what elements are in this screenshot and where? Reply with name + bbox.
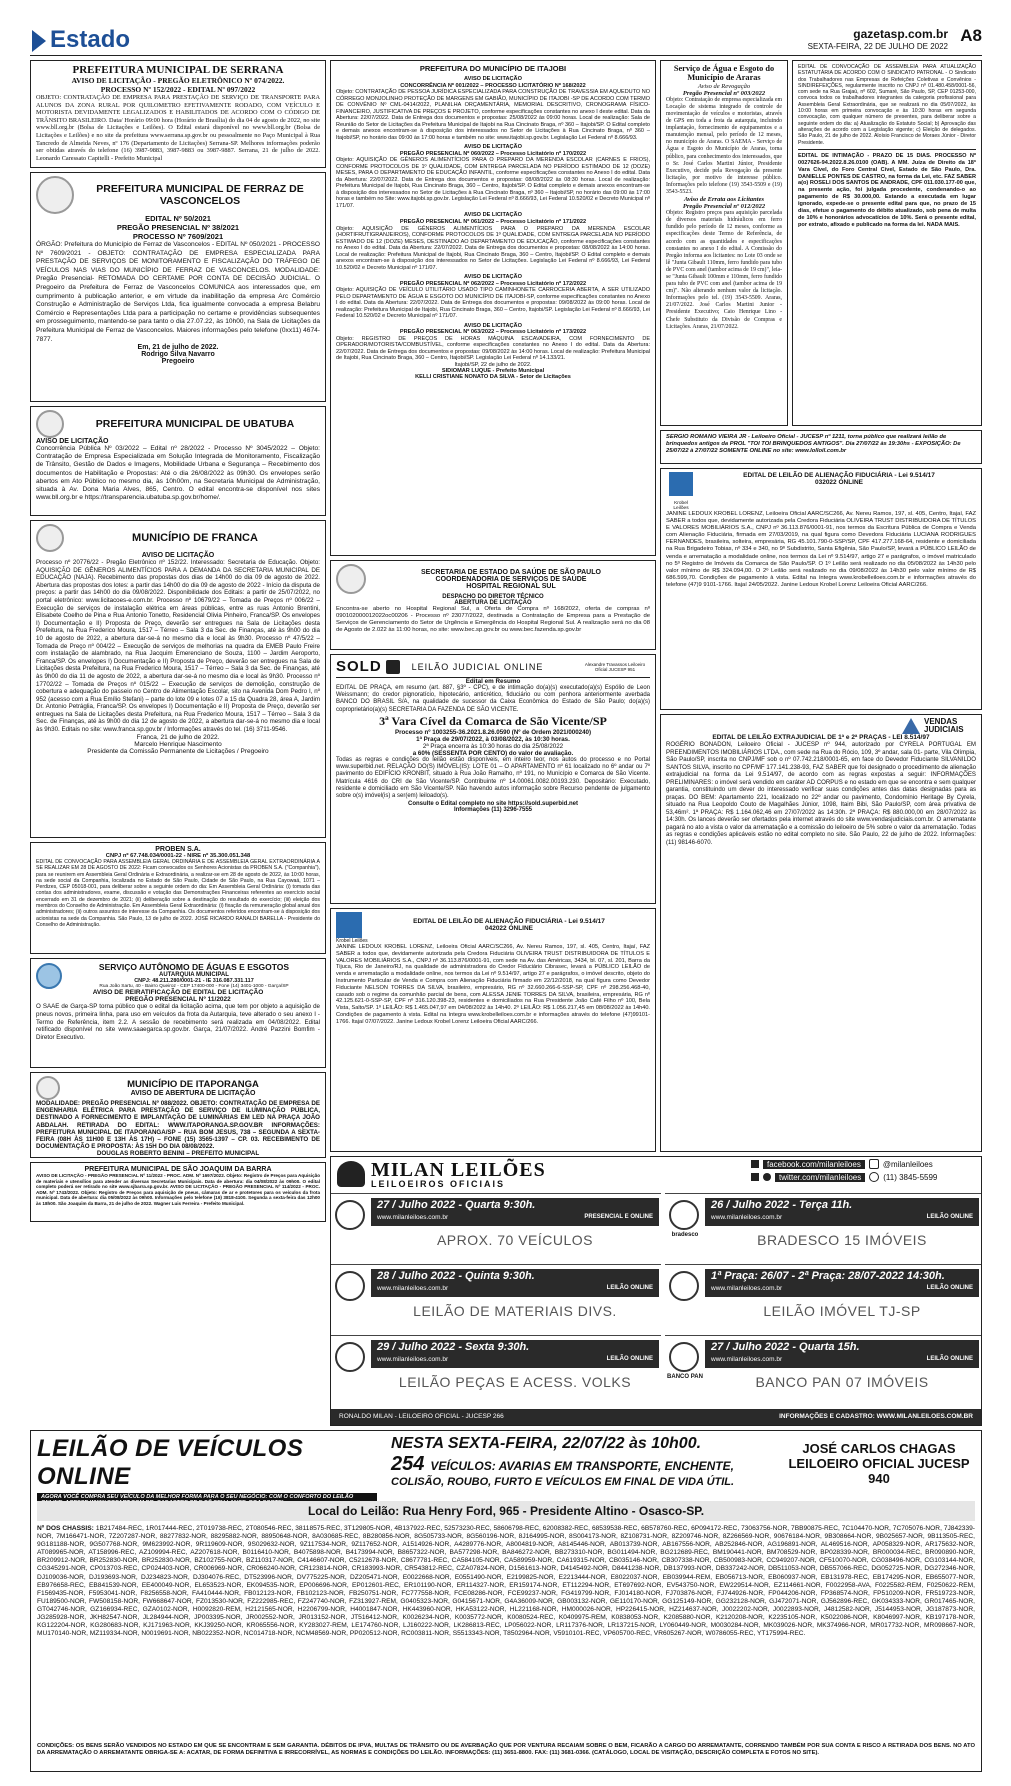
sold-body: Todas as regras e condições do leilão estão disponíveis, em inteiro teor, nos autos do processo e no Portal www.superbid.net. RELAÇÃO DO(S) IMÓVEL(IS): LOTE 01 – O APARTAMENTO nº 61 localizado no 6º andar ou 7º pavimento do EDIFÍCIO KRONBIT, situado à Rua João Ramalho, nº 191, no Município e Comarca de São Vicente. Matrícula 4616 do CRI de São Vicente/SP. Contribuinte nº 14.00061.0082.00193.230. Depositário: Executado, residente e domiciliado em São Vicente/SP. Não havendo autos informação sobre Recurso pendente de julgamento sobre o(s) imóvel(is) a ser(em) leiloado(s). (336, 756, 650, 800)
bank-name: bradesco (671, 1232, 699, 1238)
sold-praca2: 2ª Praça encerra às 10:30 horas do dia 25/08/2022 (422, 742, 564, 750)
itajobi-notice (330, 60, 656, 556)
araras-pregao1: Pregão Presencial nº 003/2022 (682, 89, 766, 97)
sjbarra-title: PREFEITURA MUNICIPAL DE SÃO JOAQUIM DA BARRA (84, 1166, 272, 1173)
sold-info: Informações (11) 3296-7555 (453, 806, 533, 813)
milan-name: MILAN LEILÕES (371, 1159, 546, 1181)
sjbarra-body: AVISO DE LICITAÇÃO - PREGÃO PRESENCIAL Nº 11/2022 - PROC. ADM. Nº 1697/2022. Objeto: Registro de Preços para Aquisição de materiais e utensílios para atender as diversas Secretarias Municipais. Data de abertura: dia 04/08/2022 às 09h00. O edital completo poderá ser retirado no site www.sjbarra.sp.gov.br. AVISO DE LICITAÇÃO - PREGÃO PRESENCIAL Nº 114/2022 - PROC. ADM. Nº 1743/2022. Objeto: Registro de Preços para aquisição de pneus, câmaras de ar e protetores para os veículos da frota municipal. Data de abertura: dia 05/08/2022 às 09h00. Informações pelo telefone (16) 3818-4100. Segunda a sexta-feira das 12h00 às 18h00. São Joaquim da Barra, 21 de julho de 2022. Wagner Luis Ferreira - Prefeito Municipal. (36, 1173, 320, 1206)
header-date: SEXTA-FEIRA, 22 DE JULHO DE 2022 (807, 42, 948, 51)
saae-aviso: AVISO DE REIRATIFICAÇÃO DE EDITAL DE LICITAÇÃO (92, 989, 264, 996)
veiculos-local-bar (37, 1501, 975, 1521)
veiculos-when: NESTA SEXTA-FEIRA, 22/07/22 às 10h00. (391, 1435, 702, 1452)
gavel-icon (386, 660, 400, 674)
krobel2-body: JANINE LEDOUX KROBEL LORENZ, Leiloeira Oficial AARC/SC266, Av. Nereu Ramos, 197, sl. 405, Centro, Itajaí, FAZ SABER a todos que, devidamente autorizada pela Credora Fiduciária OLIVEIRA TRUST DISTRIBUIDORA DE TÍTULOS E VALORES MOBILIÁRIOS S.A., CNPJ nº 36.113.876/0001-91, com sede na Av. das Américas, 3434, bl. 07, sl. 201, Barra da Tijuca, Rio de Janeiro/RJ, na qualidade de administradora do Credor Fiduciário Cibrasec, levará a PÚBLICO LEILÃO de venda e arrematação a modalidade online, nos termos da Lei nº 9.514/97, artigo 27 e parágrafos, o imóvel descrito, objeto do Instrumento Particular de Venda e Compra com Alienação Fiduciária firmado em 22/12/2018, na qual figura como Devedor Fiduciante NELSON TORRES DA SILVA, brasileiro, empresário, RG nº 32.660.266-6-SSP-SP, CPF nº 298.256.468-40, casado sob o regime da comunhão parcial de bens, com ALESSA JENIE TORRES DA SILVA, brasileira, empresária, RG nº 42.125.621-0-SSP-SP, CPF nº 316.120.398-23, residentes e domiciliados na Rua Presidente João Café Filho nº 100, Bela Vista, Salto/SP. 1º LEILÃO: R$ 1.465.047,97 em 04/08/2022 às 14h40. 2º LEILÃO: R$ 1.056.217,45 em 08/08/2022 às 14h40. Condições de pagamento à vista. Edital na íntegra www.krobelleiloes.com.br e informações através do telefone (47)99101-1766. Itajaí 07/07/2022. Janine Ledoux Krobel Lorenz Leiloeira Oficial AARC/266. (336, 944, 650, 1025)
sold-praca1: 1ª Praça de 29/07/2022, à 03/08/2022, às 10:30 horas. (416, 735, 570, 743)
itajobi-block-text: Objeto: AQUISIÇÃO DE GÊNEROS ALIMENTÍCIOS PARA O PREPARO DA MERENDA ESCOLAR (HORTIFRUTIGRANJEIROS), CONFORME PROTOCOLOS DE 1º QUALIDADE, COM ENTREGA PARCELADA NO PERÍODO ESTIMADO DE 12 (DOZE) MESES, DESTINADO AO DEPARTAMENTO DE EDUCAÇÃO, conforme especificações constantes no Anexo I do edital. Data da Abertura: 22/07/2022. Data de Entrega dos documentos e propostas: 08/08/2022 às 14:00 horas. Local de realização: Prefeitura Municipal de Itajobi, Rua Cincinato Braga, 360 – Centro, Itajobi/SP. O Edital completo e demais anexos encontram-se à disposição dos interessados no Setor de Licitações. Legislação Lei Federal nº 8.666/93, Lei Federal 10.520/02 e Decreto Municipal nº 171/07. (336, 225, 650, 271)
itaporanga-body: MODALIDADE: PREGÃO PRESENCIAL Nº 088/2022. OBJETO: CONTRATAÇÃO DE EMPRESA DE ENGENHARIA ELÉTRICA PARA PRESTAÇÃO DE SERVIÇO DE ILUMINAÇÃO PÚBLICA, DESTINADO A FORNECIMENTO E IMPLANTAÇÃO DE LUMINÁRIAS EM LED NA PRAÇA JOÃO ABDALAH. RETIRADA DO EDITAL: WWW.ITAPORANGA.SP.GOV.BR INFORMAÇÕES: PREFEITURA MUNICIPAL DE ITAPORANGA/SP – RUA BOM JESUS, 738 – SEGUNDA A SEXTA-FEIRA (08H ÀS 11H00 E 13H ÀS 17H) – FONE (15) 3565-1397 – CP. 03. RECEBIMENTO DE DOCUMENTAÇÃO E PROPOSTA: ÀS 15H DO DIA 08/08/2022. (36, 1100, 320, 1151)
itajobi-block-text: Objeto: CONTRATAÇÃO DE PESSOA JURÍDICA ESPECIALIZADA PARA CONSTRUÇÃO DE TRAVESSIA EM AQUEDUTO NO CÓRREGO MONJOLINHO PROTEÇÃO DE MARGENS EM GABIÃO, MUNICÍPIO DE ITAJOBI -SP DE ACORDO COM TERMO DE CONVÊNIO Nº CML-0414/2022, PLANILHA ORÇAMENTÁRIA, MEMORIAL DESCRITIVO, CRONOGRAMA FÍSICO-FINANCEIRO, JUSTIFICATIVA DE PREÇOS E PROJETO, conforme especificações constantes no anexo I deste edital. Data da Abertura: 22/07/2022. Data de Entrega dos documentos e propostas: 25/08/2022 às 09:00 horas. Local de realização: Sala de Reunião do Setor de Licitações da Prefeitura Municipal de Itajobi na Rua Cincinato Braga, nº 360 – Itajobi/SP. O Edital completo e demais anexos encontram-se à disposição dos interessados no Setor de Licitações à Rua Cincinato Braga, nº 360 – Itajobi/SP, no horário das 09:00 às 17:00 horas e também no site: www.itajobi.sp.gov.br. Legislação Lei Federal nº 8.666/93. (336, 89, 650, 141)
veiculos-local: Local do Leilão: Rua Henry Ford, 965 - Presidente Altino - Osasco-SP. (307, 1504, 705, 1518)
ferraz-date: Em, 21 de julho de 2022. (137, 344, 219, 352)
veiculos-desc2: COLISÃO, ROUBO, FURTO E VEÍCULOS EM FINAL DE VIDA ÚTIL. (391, 1476, 735, 1488)
saae-body: O SAAE de Garça-SP torna público que o edital da licitação acima, que tem por objeto a aquisição de pneus novos, primeira linha, para uso em veículos da frota da Autarquia, teve alterado o seu anexo I - Termo de Referência, item 2.2. A sessão de recebimento será realizada em 04/08/2022. Edital retificado disponível no site www.saaegarca.sp.gov.br. Garça, 21/07/2022. André Pazzini Bomfim - Diretor Executivo. (36, 1003, 320, 1042)
milan-header (331, 1157, 751, 1191)
franca-date: Franca, 21 de julho de 2022. (136, 733, 220, 741)
milan-auction-mode: LEILÃO ONLINE (926, 1356, 973, 1362)
car-brand-icon (335, 1200, 365, 1230)
milan-twitter[interactable]: twitter.com/milanleiloes (775, 1173, 865, 1182)
franca-signer: Marcelo Henrique Nascimento (134, 740, 222, 748)
itajobi-block-text: Objeto: AQUISIÇÃO DE VEÍCULO UTILITÁRIO USADO TIPO CAMINHONETE CARROCERIA ABERTA, A SER UTILIZADO PELO DEPARTAMENTO DE ÁGUA E ESGOTO DO MUNICÍPIO DE ITAJOBI-SP, conforme especificações constantes no Anexo I do edital. Data da Abertura: 22/07/2022. Data de Entrega dos documentos e propostas: 09/08/2022 às 09:00 horas. Local de realização: Prefeitura Municipal de Itajobi, Rua Cincinato Braga, 360 – Centro, Itajobi/SP. Legislação Lei Federal nº 8.666/93, Lei Federal 10.520/02 e Decreto Municipal nº 171/07. (336, 287, 650, 320)
sold-edital: Edital em Resumo (465, 678, 521, 685)
veiculos-chassis-label: Nº DOS CHASSIS: (37, 1525, 94, 1532)
milan-auction-mode: PRESENCIAL E ONLINE (584, 1214, 653, 1220)
itajobi-signer1: SIDIOMAR LUQUE - Prefeito Municipal (441, 367, 545, 374)
veiculos-auctioneer-role: LEILOEIRO OFICIAL JUCESP 940 (788, 1456, 970, 1486)
car-brand-icon (335, 1271, 365, 1301)
vendas-body: ROGÉRIO BONADON, Leiloeiro Oficial - JUCESP nº 944, autorizado por CYRELA PORTUGAL EM PREENDIMENTOS IMOBILIÁRIOS LTDA., com sede na Rua do Rócio, 109, 3º andar, sala 01- parte, Vila Olímpia, São Paulo/SP, inscrita no CNPJ/MF sob o nº 07.742.218/0001-65, em face do Devedor Fiduciante SILVANILDO SANTOS SILVA, inscrito no CPF/MF 177.141.238-93, FAZ SABER que foi designado o procedimento de alienação extrajudicial na forma da Lei 9.514/97, de acordo com as regras expostas a seguir: INFORMAÇÕES PRELIMINARES: o imóvel será vendido em caráter AD CORPUS e no estado em que se encontra e sem qualquer garantia, constituindo um dever do interessado verificar suas condições antes das datas designadas para as praças. DO BEM: Apartamento 221, localizado no 22º andar ou pavimento, Condomínio Heritage By Cyrela, situado na Rua Leopoldo Couto de Magalhães Júnior, 1098, Itaim Bibi, São Paulo/SP, com área privativa de 53,46m². 1ª PRAÇA: R$ 1.164.062,46 em 27/07/2022 às 14:30h. 2ª PRAÇA: R$ 880.000,00 em 28/07/2022 às 14:30h. Os lances deverão ser ofertados pela internet através do site www.vendasjudiciais.com.br. O arrematante pagará no ato a vista o valor da arrematação e a comissão do leiloeiro de 5% sobre o valor da arrematação. Todas as regras e condições aplicáveis estão no edital completo no site. São Paulo, 22 de julho de 2022. Informações: (11) 98146-6070. (666, 741, 976, 846)
milan-logo-icon (337, 1161, 365, 1187)
saude-notice (330, 560, 656, 650)
vendas-notice (660, 714, 982, 1152)
ferraz-notice (30, 172, 326, 402)
serrana-body: OBJETO: CONTRATAÇÃO DE EMPRESA PARA PRESTAÇÃO DE SERVIÇO DE TRANSPORTE PARA ALUNOS DA ZONA RURAL POR QUILOMETRO EFETIVAMENTE RODADO, COM VEÍCULO E MOTORISTA DEVIDAMENTE LEGALIZADOS E HABILITADOS DE ACORDO COM O CÓDIGO DE TRÂNSITO BRASILEIRO. Data/ Horário 09:00 hora (Horário de Brasília) do dia 04 de agosto de 2022, no site www.bll.org.br (Bolsa de Licitações e Leilões). O Edital estará disponível no www.bll.org.br (Bolsa de Licitações e Leilões) e no site da prefeitura www.serrana.sp.gov.br ou pessoalmente no Paço Municipal à Rua Tancredo de Almeida Neves, nº 176 (Departamento de Licitações) Serrana-SP. Melhores informações poderão ser obtidas através do telefone (16) 3987-9883, 3987-9883 ou 3987-9887. Serrana, 21 de julho de 2022. Leonardo Caressato Capitelli - Prefeito Municipal (36, 94, 320, 162)
milan-auction-mode: LEILÃO ONLINE (606, 1356, 653, 1362)
krobel1-title: EDITAL DE LEILÃO DE ALIENAÇÃO FIDUCIÁRIA - Lei 9.514/17 (743, 472, 935, 479)
veiculos-desc1: VEÍCULOS: AVARIAS EM TRANSPORTE, ENCHENTE, (430, 1459, 734, 1473)
veiculos-ad (30, 1430, 982, 1772)
araras-body1: Objeto: Contratação de empresa especializada em Locação de sistema integrado de controle de movimentação de veículos e motoristas, através de GPS em toda a frota da autarquia, incluindo implantação, fornecimento de equipamentos e a manutenção mensal, pelo período de 12 meses, no município de Araras. O SAEMA - Serviço de Água e Esgoto do Município de Araras, torna público, para conhecimento dos interessados, que o Sr. José Carlos Martini Júnior, Presidente Executivo, decide pela Revogação da presente licitação, por motivo de interesse público. Informações pelo telefone (19) 3543-5509 e (19) 3543-5523. (666, 96, 782, 196)
phone-icon (869, 1172, 879, 1182)
itajobi-block-text: Objeto: AQUISIÇÃO DE GÊNEROS ALIMENTÍCIOS PARA O PREPARO DA MERENDA ESCOLAR (CARNES E FRIOS), CONFORME PROTOCOLOS DE 1º QUALIDADE, COM ENTREGA PARCELADA NO PERÍODO ESTIMADO DE 12 (DOZE) MESES, PARA O DEPARTAMENTO DE EDUCAÇÃO INFANTIL, conforme especificações constantes no Anexo I do edital. Data da Abertura: 22/07/2022. Data de Entrega dos documentos e propostas: 08/08/2022 às 08:30 horas. Local de realização: Prefeitura Municipal de Itajobi, Rua Cincinato Braga, 360 – Centro, Itajobi/SP. O Edital completo e demais anexos encontram-se à disposição dos interessados no Setor de Licitações à Rua Cincinato Braga, nº 360 – Itajobi/SP, no horário das 09:00 às 17:00 horas e também no Site: www.itajobi.sp.gov.br. Legislação Lei Federal nº 8.666/93, Lei Federal 10.520/02 e Decreto Municipal nº 171/07. (336, 157, 650, 209)
ubatuba-title: PREFEITURA MUNICIPAL DE UBATUBA (95, 418, 295, 430)
franca-aviso: AVISO DE LICITAÇÃO (141, 552, 215, 559)
franca-body: Processo nº 20776/22 - Pregão Eletrônico nº 152/22. Interessado: Secretaria de Educação. Objeto: AQUISIÇÃO DE GÊNEROS ALIMENTÍCIOS PARA A DEMANDA DA SECRETARIA MUNICIPAL DE EDUCAÇÃO (NAJA). Recebimento das propostas dos dias de 14h00 do dia 09 de agosto de 2022. Abertura das propostas dos lotes: a partir das 14h00 do dia 09 de agosto de 2022 - Início da disputa de preços: a partir das 14h00 do dia 09/08/2022. Disponibilidade dos Editais: a partir de 25/07/2022, no portal eletrônico: www.licitacoes-e.com.br. Processo nº 10679/22 – Tomada de Preços nº 006/22 – Execução de serviços de instalação elétrica em áreas públicas, entre as ruas Antonio Brentini, Elisabete Coelho de Pina e Rua Antonio Tonetto, Residencial Olivia Pinheiro, Franca/SP. Os envelopes I) Documentação e II) Proposta de Preço, deverão ser entregues na Sala de Licitações desta Prefeitura, na Rua Frederico Moura, 1517 – Térreo – Sala 3 da Sec. de Finanças, até às 9h00 do dia 10 de agosto de 2022, a abertura dar-se-á no mesmo dia e local às 9h30. Processo nº 47/5/22 – Tomada de Preço nº 004/22 – Execução de serviços de melhorias na quadra da EMEB Paulo Freire com instalação de alambrado, na Rua Jacquim Emerenciano de Souza, 1100 – Jardim Aeroporto, Franca/SP. Os envelopes I) Documentação e II) Proposta de Preço, deverão ser entregues na Sala de Licitações desta Prefeitura, na Rua Frederico Moura, 1517 – Térreo – Sala 3 da Sec. de Finanças, até às 9h00 do dia 11 de agosto de 2022, a abertura dar-se-á no mesmo dia e local às 9h30. Processo nº 17702/22 – Tomada de Preços nº 015/22 – Execução de serviços de demolição, construção de cobertura e adequação do passeio no Centro de Alimentação Escolar, sito na Avenida Dom Pedro I, nº 952 (acesso com a Rua Emílio Stefani) – parte do lote 09 e lotes 07 a 15 da Quadra 28, área A, Jardim Dr. Antonio Petráglia, Franca/SP. Os envelopes I) Documentação e II) Proposta de Preço, deverão ser entregues na Sala de Licitações desta Prefeitura, na Rua Frederico Moura, 1517 – Térreo – Sala 3 da Sec. de Finanças, até às 9h00 do dia 12 de agosto de 2022, a abertura dar-se-á no mesmo dia e local às 9h30. Editais no site: www.franca.sp.gov.br / Informações através do tel. (16) 3711-9546. (36, 559, 320, 734)
krobel1-notice (660, 468, 982, 710)
ferraz-body: ÓRGÃO: Prefeitura do Município de Ferraz de Vasconcelos - EDITAL Nº 050/2021 - PROCESSO Nº 7609/2021 - OBJETO: CONTRATAÇÃO DE EMPRESA ESPECIALIZADA PARA PRESTAÇÃO DE SERVIÇOS DE MONITORAMENTO E FISCALIZAÇÃO DO TRÁFEGO DE VEÍCULOS NAS VIAS DO MUNICÍPIO DE FERRAZ DE VASCONCELOS. MODALIDADE: Pregão Presencial- RETOMADA DO CERTAME POR CONTA DE DECISÃO JUDICIAL. O Pregoeiro da Prefeitura de Ferraz de Vasconcelos COMUNICA aos interessados que, em cumprimento à publicação anterior, e em virtude da inabilitação da empresa Arc Comércio Construção e Administração de Serviços Ltda, fica igualmente convocada a empresa Belabru Comércio e Representações Ltda para a participação no certame e providências subsequentes em prosseguimento, mantendo-se para tanto o dia 27.07.22, às 10h00, na Sala de Licitações da Prefeitura Municipal de Ferraz de Vasconcelos. Maiores informações pelo telefone (0xx11) 4674-7877. (36, 241, 320, 343)
youtube-icon (751, 1173, 759, 1181)
saae-cnpj: CNPJ: 48.211.280/0001-21 - IE 316.087.331.117 (134, 978, 254, 984)
krobel2-title: EDITAL DE LEILÃO DE ALIENAÇÃO FIDUCIÁRIA - Lei 9.514/17 (413, 918, 605, 925)
saae-pregao: PREGÃO PRESENCIAL Nº 11/2022 (125, 996, 231, 1003)
serrana-title: PREFEITURA MUNICIPAL DE SERRANA (72, 64, 284, 76)
vendas-logo: VENDAS JUDICIAIS (924, 717, 964, 734)
franca-notice (30, 520, 326, 838)
page-number: A8 (960, 26, 982, 45)
krobel1-sub: 032022 ONLINE (814, 479, 864, 486)
bank-logo-icon (669, 1200, 699, 1230)
sjbarra-notice (30, 1162, 326, 1222)
itajobi-block-heading: AVISO DE LICITAÇÃO CONCORRÊNCIA Nº 001/2022 – PROCESSO LICITATÓRIO Nº 168/2022 (400, 76, 586, 89)
serrana-notice (30, 60, 326, 168)
franca-role: Presidente da Comissão Permanente de Licitações / Pregoeiro (87, 747, 269, 755)
milan-auction-label: LEILÃO IMÓVEL TJ-SP (763, 1303, 921, 1319)
saae-notice (30, 958, 326, 1068)
veiculos-conditions: CONDIÇÕES: OS BENS SERÃO VENDIDOS NO ESTADO EM QUE SE ENCONTRAM E SEM GARANTIA. DÉBITOS DE IPVA, MULTAS DE TRÂNSITO OU DE AVERBAÇÃO QUE POR VENTURA RECAIAM SOBRE O BEM, FICARÃO A CARGO DO ARREMATANTE, CORRENDO TAMBÉM POR SUA CONTA E RISCO A RETIRADA DOS BENS. NO ATO DA ARREMATAÇÃO O ARREMATANTE OBRIGA-SE A: ACATAR, DE FORMA DEFINITIVA E IRRECORRÍVEL, AS NORMAS E CONDIÇÕES DO LEILÃO. INFORMAÇÕES: (11) 3651-8800. FAX: (11) 3681-0366. (CATÁLOGO, LOCAL DE VISITAÇÃO, DESCRIÇÃO COMPLETA E FOTOS NO SITE). (37, 1743, 975, 1756)
brand-logo: Estado (50, 26, 131, 53)
brand-arrow-icon (32, 30, 46, 52)
milan-auction-site[interactable]: www.milanleiloes.com.br (711, 1356, 783, 1363)
milan-auction-row (665, 1264, 981, 1334)
site-name: gazetasp.com.br (853, 27, 948, 41)
milan-ad (330, 1156, 982, 1426)
araras-title: Serviço de Água e Esgoto do Município de Araras (673, 64, 775, 83)
ferraz-title: PREFEITURA MUNICIPAL DE FERRAZ DE VASCONCELOS (96, 183, 304, 207)
ferraz-seal-icon (36, 176, 74, 214)
vendas-title: EDITAL DE LEILÃO EXTRAJUDICIAL DE 1ª e 2ª PRAÇAS - LEI 8.514/97 (712, 734, 930, 741)
proben-body: EDITAL DE CONVOCAÇÃO PARA ASSEMBLEIA GERAL ORDINÁRIA E DE ASSEMBLEIA GERAL EXTRAORDINÁRIA A SE REALIZAR EM 28 DE AGOSTO DE 2022: Ficam convocados os Senhores Acionistas da PROBEN S.A. ("Companhia"), para se reunirem em Assembleia Geral Ordinária e Extraordinária, a realizar-se em 28 de agosto de 2022, às 10:00 horas, na sede social da Companhia, localizada no Estado de São Paulo, Cidade de São Paulo, na Rua Cayowaá, 1071 – Perdizes, CEP 05018-001, para deliberar sobre a seguinte ordem do dia: Em Assembleia Geral Ordinária: (i) tomada das contas dos administradores, exame, discussão e votação das Demonstrações Financeiras referentes ao exercício social encerrado em 31 de dezembro de 2021; (ii) deliberação sobre a destinação do resultado do exercício; (iii) eleição dos membros do Conselho de Administração. Em Assembleia Geral Extraordinária: (i) fixação da remuneração global anual dos administradores; (ii) outros assuntos de interesse da Companhia. Os documentos referidos encontram-se à disposição dos acionistas na sede da Companhia. São Paulo, 13 de julho de 2022. JOSÉ RICARDO RANALDI BARELLA - Presidente do Conselho de Administração. (36, 859, 320, 928)
milan-footer-left: RONALDO MILAN - LEILOEIRO OFICIAL - JUCESP 266 (339, 1413, 504, 1420)
itaporanga-title: MUNICÍPIO DE ITAPORANGA (127, 1079, 259, 1090)
milan-auction-row (331, 1264, 661, 1334)
veiculos-chassis-list: 1B217484-REC, 1R017444-REC, 2T019738-REC, 2T080546-REC, 38118575-REC, 3T129805-NOR, 4B137922-REC, 52573230-REC, 58606798-REC, 62008382-REC, 68539538-REC, 6B578760-REC, 6P094172-REC, 73063756-NOR, 7BB90875-REC, 7C104470-NOR, 7C705076-NOR, 7J842339-NOR, 7M166471-NOR, 7Z207287-NOR, 88277832-NOR, 88295882-NOR, 88950648-NOR, 8A030685-REC, 8B280856-NOR, 8G505733-NOR, 8G560196-NOR, 8J164995-NOR, 8S004173-NOR, 8Z108731-NOR, 8Z209746-NOR, 8Z266569-NOR, 90676184-NOR, 9B308664-NOR, 9B025657-NOR, 9B113505-REC, 9G181188-NOR, 9G507768-NOR, 9M623992-NOR, 9R119609-NOR, 9S029632-NOR, 9Z117534-NOR, 9Z117652-NOR, A1514926-NOR, A4289776-NOR, A8004819-NOR, A8145446-NOR, AB013739-NOR, AB167556-NOR, AB252846-NOR, AG196891-NOR, AL469516-NOR, AP058329-NOR, AR175632-NOR, AT089965-NOR, AT158996-REC, AZ109994-REC, AZ207618-NOR, B0116410-NOR, B4075898-NOR, B4173994-NOR, B8657322-NOR, BA577298-NOR, BA846272-NOR, BB273310-NOR, BG011494-NOR, BG212689-REC, BM190441-NOR, BM708529-NOR, BP028339-NOR, BR000034-REC, BR090890-NOR, BR209912-NOR, BR252830-NOR, BR252830-NOR, BZ102755-NOR, BZ110317-NOR, C4146607-NOR, C5212678-NOR, C8677781-REC, CA584105-NOR, CA589959-NOR, CA619315-NOR, CB035146-NOR, CB307338-NOR, CB500983-NOR, CC949207-NOR, CF510070-NOR, CG038496-NOR, CG103144-NOR, CG345291-NOR, CP013703-REC, CP024403-NOR, CR006969-NOR, CR066240-NOR, CR123814-NOR, CR183993-NOR, CR543812-REC, CZA07824-NOR, D1561613-NOR, D4145492-NOR, D8441238-NOR, DB137993-NOR, DB337242-NOR, DB511053-NOR, DB557066-REC, DG052725-NOR, DG272346-NOR, DJ109036-NOR, DJ193693-NOR, DJ234823-NOR, DJ304076-REC, DT523996-NOR, DV775225-NOR, DZ205471-NOR, E0022668-NOR, E0551490-NOR, E2199825-NOR, E2213444-NOR, E8022037-NOR, EB039944-REM, EB056713-NOR, EB060937-NOR, EB131978-REC, EB174295-NOR, EB655077-NOR, EB976658-REC, EB841539-NOR, EE400049-NOR, EL653523-NOR, EK094535-NOR, EP006696-NOR, EP012601-REC, ER101190-NOR, ER114327-NOR, ER159174-NOR, ET112294-NOR, ET697692-NOR, EV543750-NOR, EW229514-NOR, EZ114661-NOR, F0022958-AVA, F0225582-REM, F0250622-REM, F1569435-NOR, F5953041-NOR, F8256558-NOR, FA410444-NOR, FB012123-NOR, FB102123-NOR, FB250751-NOR, FC777558-NOR, FCE08286-NOR, FCE99237-NOR, FG419799-NOR, FJ014180-NOR, FJ703876-NOR, FJ744926-NOR, FP044206-NOR, FP368574-NOR, FP510209-NOR, FR519723-NOR, FU189500-NOR, FW508158-NOR, FW668647-NOR, FZ013530-NOR, FZ222985-REC, FZ247740-NOR, FZ313927-REM, G0405323-NOR, G0415671-NOR, G4A36009-NOR, GB003132-NOR, GE110170-NOR, GG125149-NOR, GG232128-NOR, GJ472071-NOR, GJ562896-REC, GK034333-NOR, GR017465-NOR, GT042746-NOR, GZ166934-REC, GZA0102-NOR, H0092820-REM, H2121565-NOR, H2206799-NOR, H4001847-NOR, HK443960-NOR, HKA53122-NOR, HL221168-NOR, HM000026-NOR, HP226415-NOR, HZ214637-NOR, J0022202-NOR, J0022893-NOR, J4812582-NOR, J5144953-NOR, JG187873-NOR, JG285928-NOR, JKH82547-NOR, JL284944-NOR, JP003395-NOR, JR002552-NOR, JR013152-NOR, JT516412-NOR, K0026234-NOR, K0035772-NOR, K0080524-REC, K0409975-REM, K0838053-NOR, K2085880-NOR, K2120208-NOR, K2235105-NOR, K5022086-NOR, K8046997-NOR, KB197178-NOR, KG122204-NOR, KG280683-NOR, KJ171963-NOR, KKJ39250-NOR, KR065556-NOR, KY283027-REM, LE174760-NOR, LJ160222-NOR, LK286813-REC, LP056022-NOR, LR117376-NOR, LR137215-NOR, LY060449-NOR, M0030284-NOR, MK039026-NOR, MK374966-NOR, MR017732-NOR, MR098667-NOR, MU170140-NOR, MZ119334-NOR, N0019691-NOR, NB022352-NOR, NC014718-NOR, NCM48569-NOR, PP020512-NOR, RC003811-NOR, S5513343-NOR, T8502964-NOR, V5910101-REC, VP605700-REC, VR605267-NOR, W0786055-REC, YT175994-REC. (37, 1525, 976, 1638)
araras-pregao2: Pregão Presencial nº 012/2022 (682, 203, 766, 211)
milan-auction-date: 27 / Julho 2022 - Quarta 9:30h. (377, 1199, 536, 1211)
krobel-logo-icon (669, 472, 693, 496)
itajobi-date: Itajobi/SP, 22 de julho de 2022. (454, 361, 532, 368)
sold-auctioneer: Alexandre Travassos Leiloeiro Oficial JUCESP 951 (584, 661, 646, 672)
saae-addr: Rua João Sartu, 40 - Bairro Queiroz - CEP 17400-000 - Fone (14) 3401-1000 - Garça/SP (99, 984, 289, 989)
proben-notice (30, 842, 326, 954)
milan-auction-date: 1ª Praça: 26/07 - 2ª Praça: 28/07-2022 14:30h. (711, 1270, 945, 1282)
itajobi-block-heading: AVISO DE LICITAÇÃO PREGÃO PRESENCIAL Nº 062/2022 – Processo Licitatório nº 172/2022 (399, 274, 587, 287)
ferraz-signer: Rodrigo Silva Navarro (141, 351, 215, 359)
convocacao-notice (792, 60, 982, 426)
krobel2-notice (330, 908, 656, 1152)
milan-footer (331, 1409, 981, 1425)
sergio-romano-notice (660, 430, 982, 464)
krobel2-sub: 042022 ONLINE (484, 925, 534, 932)
saae-sub: AUTARQUIA MUNICIPAL (159, 972, 229, 978)
milan-auction-site[interactable]: www.milanleiloes.com.br (377, 1285, 449, 1292)
instagram-icon (869, 1159, 879, 1169)
proben-title: PROBEN S.A. (155, 846, 201, 853)
bank-logo-icon (669, 1342, 699, 1372)
krobel1-logo-text: Krobel Leilões (673, 501, 689, 511)
veiculos-auctioneer-name: JOSÉ CARLOS CHAGAS (802, 1441, 956, 1456)
car-brand-icon (335, 1342, 365, 1372)
bank-logo-icon (669, 1271, 699, 1301)
milan-sub: LEILOEIROS OFICIAIS (371, 1179, 506, 1189)
scale-icon (902, 718, 920, 734)
milan-facebook[interactable]: facebook.com/milanleiloes (763, 1160, 865, 1169)
saude-aber: ABERTURA DE LICITAÇÃO (454, 600, 532, 606)
milan-auction-date: 26 / Julho 2022 - Terça 11h. (711, 1199, 853, 1211)
milan-auction-row (665, 1335, 981, 1405)
ubatuba-seal-icon (36, 410, 64, 438)
itaporanga-aviso: AVISO DE ABERTURA DE LICITAÇÃO (130, 1090, 256, 1097)
convocacao-body: EDITAL DE CONVOCAÇÃO DE ASSEMBLEIA PARA ATUALIZAÇÃO ESTATUTÁRIA DE ACORDO COM O SINDICATO PATRONAL - O Sindicato dos Trabalhadores nas Empresas de Refeições Coletivas e Convênios - SINDIREFEIÇÕES, regularmente inscrito no CNPJ nº 01.480.458/0001-56, com sede na Rua Grajaú, nº 602, Sumaré, São Paulo, SP, CEP 01253-000, convoca todos os trabalhadores integrantes da categoria profissional para Assembleia Geral Extraordinária, que se realizará no dia 05/07/2022, às 10:00 horas em primeira convocação e às 10:30 horas em segunda convocação, com qualquer número de presentes, para deliberar sobre a seguinte ordem do dia: a) Atualização do Estatuto Social; b) Aprovação das alterações de acordo com a Legislação vigente; c) Eleição de delegados. São Paulo, 21 de julho de 2022. Aloísio Francisco de Moraes Júnior - Diretor Presidente. (798, 64, 976, 146)
araras-body2: Objeto: Registro preços para aquisição parcelada de diversos materiais hidráulicos em ferro fundido pelo período de 12 meses, conforme as especificações deste Termo de Referência, de acordo com as quantidades e especificações constantes no anexo I do edital. A Comissão do Pregão informa aos licitantes: no Lote 03 onde se lê "Junta Gibault 110mm, ferro fundido para tubo de PVC com anel (tambor acima de 19 cm)", leia-se "Junta Gibault 100mm e 110mm, ferro fundido para tubo de PVC com anel (tambor acima de 19 cm)". Não alterando nenhum valor da licitação. Informações pelo tel. (19) 3543-5509. Araras, 21/07/2022. José Carlos Martini Junior - Presidente Executivo; Caio Henrique Lino - Chefe Substituto da Divisão de Compras e Licitações. Araras, 21/07/2022. (666, 210, 783, 330)
milan-left-rows (331, 1193, 661, 1407)
milan-auction-mode: LEILÃO ONLINE (606, 1285, 653, 1291)
ferraz-processo: PROCESSO Nº 7609/2021 (132, 232, 224, 241)
sp-state-seal-icon (336, 564, 366, 594)
sold-consult: Consulte o Edital completo no site https://sold.superbid.net (407, 800, 578, 807)
ferraz-role: Pregoeiro (161, 358, 195, 366)
milan-auction-row (331, 1193, 661, 1263)
krobel-logo-icon (336, 912, 362, 938)
milan-right-rows (665, 1193, 981, 1407)
milan-auction-row (331, 1335, 661, 1405)
intimacao-body: EDITAL DE INTIMAÇÃO - PRAZO DE 15 DIAS. PROCESSO Nº 0027626-94.2022.8.26.0100 (OAB). A MM. Juíza de Direito da 18ª Vara Cível, do Foro Central Cível, Estado de São Paulo, Dra. DANIELLE PONTES DE CASTRO, na forma da Lei, etc. FAZ SABER a(o) ROSELI DOS SANTOS DE ANDRADE, CPF 011.030.177-00 que, na presente ação, foi julgada procedente, condenando-o ao pagamento de R$ 30.000,00. Estando a executada em lugar ignorado, expede-se o presente edital para que, no prazo de 15 dias, efetue o pagamento do débito atualizado, sob pena de multa de 10% e honorários advocatícios de 10%. Será o presente edital, por extrato, afixado e publicado na forma da lei. NADA MAIS. (798, 152, 976, 228)
itaporanga-signer: DOUGLAS ROBERTO BENINI – PREFEITO MUNICIPAL (96, 1150, 260, 1158)
itajobi-block-heading: AVISO DE LICITAÇÃO PREGÃO PRESENCIAL Nº 060/2022 – Processo Licitatório nº 170/2022 (399, 144, 587, 157)
sold-tag: LEILÃO JUDICIAL ONLINE (411, 661, 544, 672)
milan-auction-row (665, 1193, 981, 1263)
itajobi-block-text: Objeto: REGISTRO DE PREÇOS DE HORAS MÁQUINA ESCAVADEIRA, COM FORNECIMENTO DE OPERADOR/MOTORISTA/COMBUSTÍVEL, conforme especificações constantes no Anexo I do edital. Data da Abertura: 22/07/2022. Data de Entrega dos documentos e propostas: 09/08/2022 às 14:00 horas. Local de realização: Prefeitura Municipal de Itajobi, Rua Cincinato Braga, 360 – Centro, Itajobi/SP. Legislação Lei Federal nº 14.133/21. (336, 335, 650, 362)
milan-auction-label: LEILÃO DE MATERIAIS DIVS. (413, 1303, 617, 1319)
milan-auction-label: APROX. 70 VEÍCULOS (436, 1232, 594, 1248)
veiculos-title: LEILÃO DE VEÍCULOS ONLINE (37, 1435, 304, 1490)
sold-proc: Processo nº 1003255-36.2021.8.26.0590 (Nº de Ordem 2021/000240) (394, 728, 592, 736)
saae-logo-icon (36, 963, 62, 989)
saude-title1: SECRETARIA DE ESTADO DA SAÚDE DE SÃO PAULO (421, 568, 601, 576)
milan-auction-date: 28 / Julho 2022 - Quinta 9:30h. (377, 1270, 535, 1282)
milan-auction-label: LEILÃO PEÇAS E ACESS. VOLKS (398, 1374, 632, 1390)
milan-instagram[interactable]: @milanleiloes (882, 1159, 933, 1169)
sold-vara: 3ª Vara Cível da Comarca de São Vicente/SP (379, 713, 607, 728)
saae-title: SERVIÇO AUTÔNOMO DE ÁGUAS E ESGOTOS (98, 962, 290, 972)
serrana-sub1: AVISO DE LICITAÇÃO - PREGÃO ELETRÔNICO Nº 074/2022. (71, 76, 285, 85)
serrana-sub2: PROCESSO Nº 152/2022 - EDITAL Nº 097/2022 (100, 85, 256, 94)
milan-social (751, 1159, 979, 1191)
milan-auction-mode: LEILÃO ONLINE (926, 1285, 973, 1291)
milan-auction-site[interactable]: www.milanleiloes.com.br (711, 1285, 783, 1292)
krobel1-body: JANINE LEDOUX KROBEL LORENZ, Leiloeira Oficial AARC/SC266, Av. Nereu Ramos, 197, sl. 405, Centro, Itajaí, FAZ SABER a todos que, devidamente autorizada pela Credora Fiduciária OLIVEIRA TRUST DISTRIBUIDORA DE TÍTULOS E VALORES MOBILIÁRIOS S.A., CNPJ nº 36.113.876/0001-91, nos termos da Escritura Pública de Compra e Venda com Alienação Fiduciária, firmada em 27/03/2019, na qual figura como Devedora Fiduciária LUCIANA RODRIGUES FERNANDES, brasileira, solteira, empresária, RG 45.101.790-0-SSP/SP, CPF 417.277.168-64, residente e domiciliada na Rua Brigadeiro Tobias, nº 334 e 340, no 9º Subdistrito, Santa Efigênia, São Paulo/SP, levará a PÚBLICO LEILÃO de venda e arrematação a modalidade online, nos termos da Lei nº 9.514/97, artigo 27 e parágrafos, o imóvel matriculado no 5º Registro de Imóveis da Comarca de São Paulo/SP. O 1º Leilão será realizado no dia 05/08/2022 às 14h30 pelo valor mínimo de R$ 324.094,00. O 2º Leilão será realizado no dia 09/08/2022 às 14h30 pelo valor mínimo de R$ 686.599,70. Condições de pagamento à vista. Edital na íntegra www.krobelleiloes.com.br e informações através do telefone (47)9 9101-1766. Itajaí 24/05/2022. Janine Ledoux Krobel Lorenz Leiloeira Oficial AARC/266. (666, 511, 976, 588)
ubatuba-body: Concorrência Pública Nº 03/2022 – Edital nº 28/2022 - Processo Nº 3045/2022 – Objeto: Contratação de Empresa Especializada em Solução Integrada de Monitoramento, Fiscalização de Trânsito, Gestão de Dados e Imagens, Mobilidade Urbana e Segurança – Recebimento dos documentos de Habilitação e Propostas: Até o dia 26/08/2022 às 09h30. Os envelopes serão abertos em Ato Público no mesmo dia, às 10h00m, na Secretaria Municipal de Administração, situada à Av. Dona Maria Alves, 865, Centro. O edital encontra-se disponível nos sites www.bll.org.br e https://transparencia.ubatuba.sp.gov.br/home/. (36, 445, 320, 502)
twitter-icon (763, 1173, 771, 1181)
milan-auction-site[interactable]: www.milanleiloes.com.br (377, 1356, 449, 1363)
sold-notice (330, 654, 656, 904)
milan-auction-date: 29 / Julho 2022 - Sexta 9:30h. (377, 1341, 530, 1353)
saude-body: Encontra-se aberto no Hospital Regional Sul, a Oferta de Compra nº 168/2022, oferta de compras nº 090102000012022oc00206 - Processo nº 23077/2022, destinada a Contratação de Empresa para a Prestação de Serviços de Gerenciamento do Setor de Urgência e Emergência do Hospital Regional Sul. A realização será no dia 08 de Agosto de 2.022 às 11:00 horas, no site: www.bec.sp.gov.br ou www.bec.fazenda.sp.gov.br (336, 606, 650, 633)
araras-aviso1: Aviso de Revogação (697, 82, 751, 90)
saude-title3: HOSPITAL REGIONAL SUL (466, 582, 556, 590)
ferraz-edital: EDITAL Nº 50/2021 (145, 214, 211, 223)
veiculos-tag1: AGORA VOCÊ COMPRA SEU VEÍCULO DA MELHOR FORMA PARA O SEU NEGÓCIO: COM O CONFORTO DO LEILÃO (41, 1494, 354, 1500)
itajobi-block-heading: AVISO DE LICITAÇÃO PREGÃO PRESENCIAL Nº 061/2022 – Processo Licitatório nº 171/2022 (399, 212, 587, 225)
krobel2-logo-text: Krobel Leilões (336, 938, 368, 944)
saude-desp: DESPACHO DO DIRETOR TÉCNICO (442, 594, 544, 600)
milan-auction-label: BANCO PAN 07 IMÓVEIS (755, 1374, 929, 1390)
milan-auction-label: BRADESCO 15 IMÓVEIS (757, 1232, 927, 1248)
bank-name: BANCO PAN (667, 1374, 703, 1380)
araras-aviso2: Aviso de Errata aos Licitantes (683, 196, 765, 204)
milan-footer-right: INFORMAÇÕES E CADASTRO: WWW.MILANLEILOES.COM.BR (779, 1413, 973, 1420)
ubatuba-notice (30, 406, 326, 516)
sergio-romano-body: SERGIO ROMANO VIEIRA JR - Leiloeiro Oficial - JUCESP nº 1211, torna público que realizará leilão de brinquedos antigos da PROL "TOI TOI BRINQUEDOS ANTIGOS". Dia 27/07/22 às 19:30hs - EXPOSIÇÃO: De 25/07/22 à 27/07/22 SOMENTE ONLINE no site: www.lolloil.com.br (666, 434, 961, 454)
franca-title: MUNICÍPIO DE FRANCA (132, 532, 258, 544)
milan-auction-date: 27 / Julho 2022 - Quarta 15h. (711, 1341, 860, 1353)
itajobi-signer2: KELLI CRISTIANE NONATO DA SILVA - Setor de Licitações (415, 373, 571, 380)
milan-phone: (11) 3845-5599 (883, 1172, 938, 1182)
milan-auction-site[interactable]: www.milanleiloes.com.br (711, 1214, 783, 1221)
itajobi-block-heading: AVISO DE LICITAÇÃO PREGÃO PRESENCIAL Nº 063/2022 – Processo Licitatório nº 173/2022 (399, 322, 587, 336)
itajobi-title: PREFEITURA DO MUNICÍPIO DE ITAJOBI (419, 64, 567, 73)
sold-praca2b: a 60% (SESSENTA POR CENTO) do valor de avaliação. (412, 749, 574, 757)
milan-auction-site[interactable]: www.milanleiloes.com.br (377, 1214, 449, 1221)
itaporanga-notice (30, 1072, 326, 1158)
page-header (30, 26, 982, 56)
araras-notice (660, 60, 788, 426)
franca-seal-icon (36, 524, 64, 552)
sold-logo: SOLD (336, 658, 382, 675)
proben-cnpj: CNPJ nº 67.748.034/0001-22 - NIRE nº 35.300.051.348 (105, 853, 251, 859)
itaporanga-seal-icon (36, 1076, 60, 1100)
milan-auction-mode: LEILÃO ONLINE (926, 1214, 973, 1220)
facebook-icon (751, 1160, 759, 1168)
ferraz-pregao: PREGÃO PRESENCIAL Nº 38/2021 (116, 223, 240, 232)
itajobi-blocks (336, 76, 650, 362)
ubatuba-aviso: AVISO DE LICITAÇÃO (36, 438, 109, 445)
veiculos-count: 254 (391, 1453, 425, 1475)
sold-intro: EDITAL DE PRAÇA, em resumo (art. 887, §3º - CPC), e de intimação do(a)(s) executado(a)(s) Espólio de Leon Weissmann; do credor pignoratício, hipotecário, anticrético, fiduciário ou com penhora anteriormente averbada BANCO DO BRASIL S/A, na qualidade de sucessor da Caixa Econômica do Estado de São Paulo; do(a)(s) coproprietário(a)(s) SECRETARIA DA FAZENDA DE SÃO VICENTE. (336, 685, 650, 713)
saude-title2: COORDENADORIA DE SERVIÇOS DE SAÚDE (435, 575, 587, 583)
